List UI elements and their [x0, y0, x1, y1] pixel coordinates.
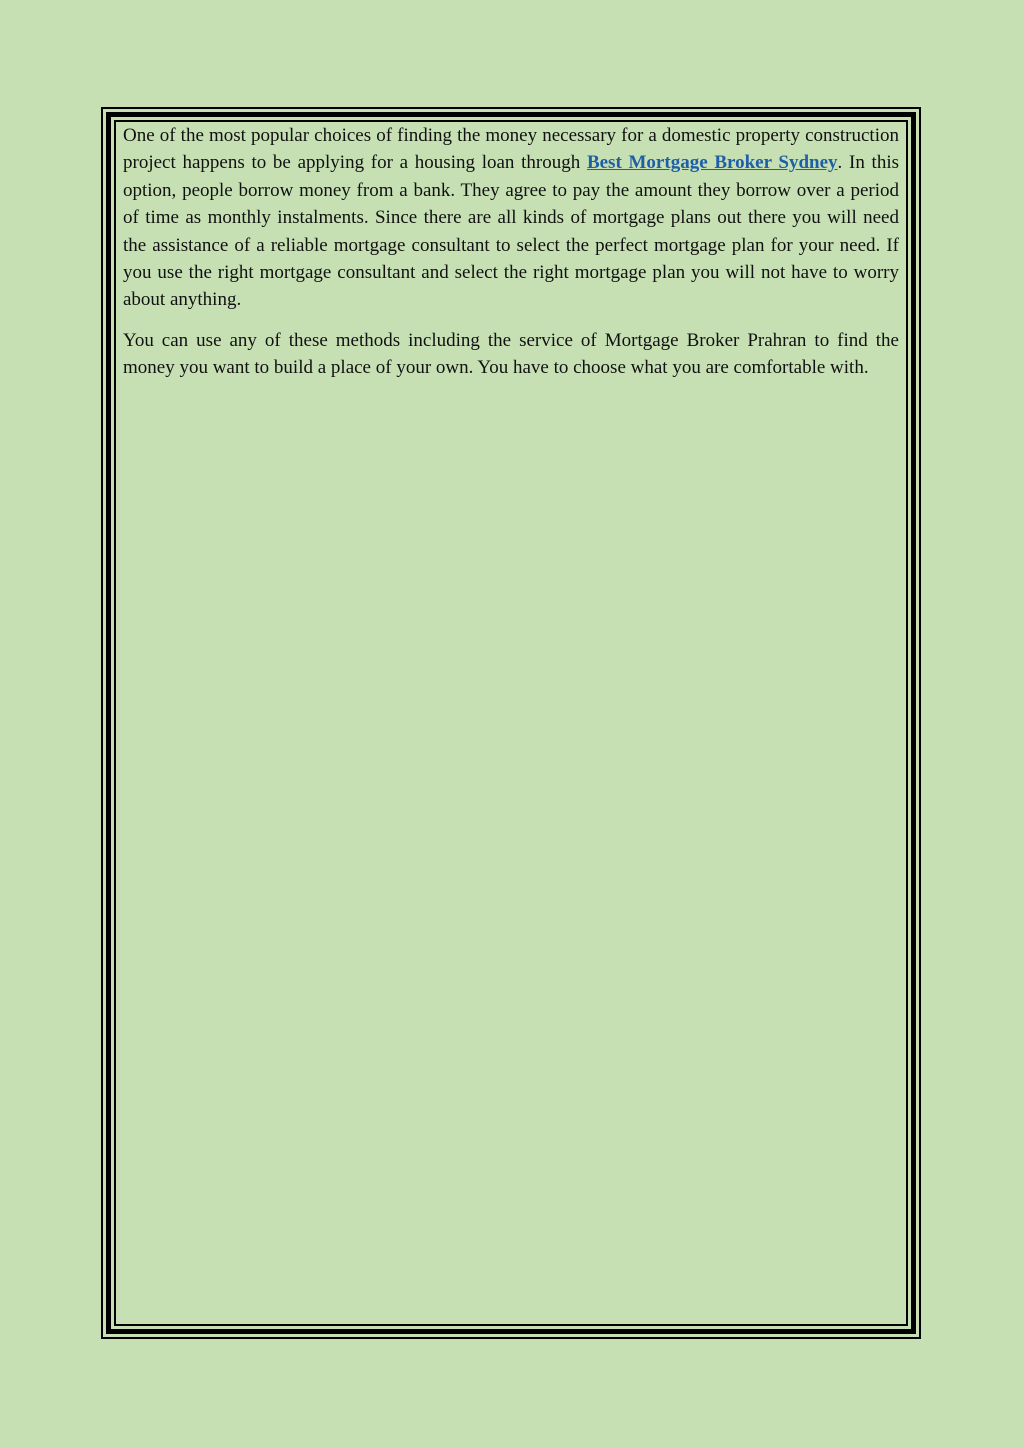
best-mortgage-broker-sydney-link[interactable]: Best Mortgage Broker Sydney	[586, 152, 838, 174]
paragraph-2: You can use any of these methods including the service of Mortgage Broker Prahran to find the money you want to build a place of your own. You have to choose what you are comfortable with.	[123, 329, 899, 379]
paragraph-1	[123, 122, 899, 314]
paragraph-1-trailing-text: . In this option, people borrow money from a bank. They agree to pay the amount they borrow over a period of time as monthly instalments. Since there are all kinds of mortgage plans out there you will need the assistance of a reliable mortgage consultant to select the perfect mortgage plan for your need. If you use the right mortgage consultant and select the right mortgage plan you will not have to worry about anything.	[123, 152, 900, 311]
paragraph-1-lead-text: One of the most popular choices of finding the money necessary for a domestic property construction project happens to be applying for a housing loan through	[123, 125, 899, 174]
document-body	[123, 122, 899, 395]
